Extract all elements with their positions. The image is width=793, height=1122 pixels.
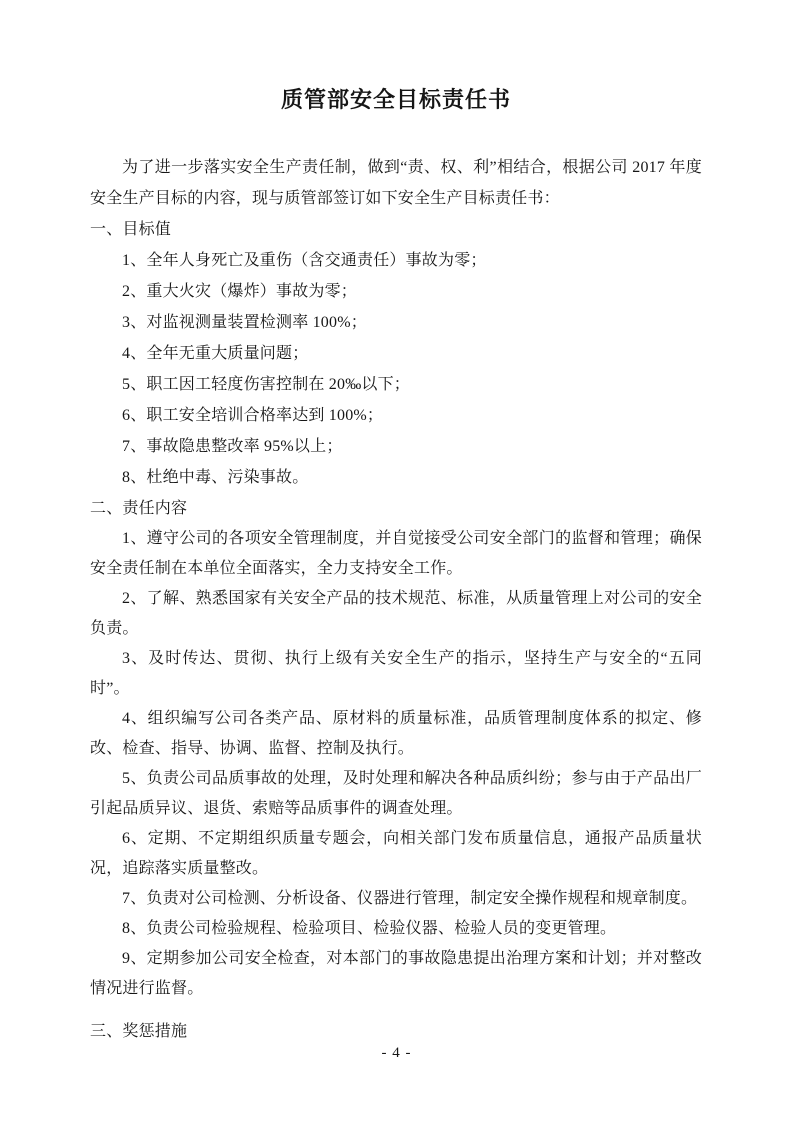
section-2-item: 6、定期、不定期组织质量专题会，向相关部门发布质量信息，通报产品质量状况，追踪落实质量整改。 xyxy=(90,830,702,877)
section-1-item: 7、事故隐患整改率 95%以上； xyxy=(122,438,343,455)
section-2-heading: 二、责任内容 xyxy=(90,500,188,517)
section-2-item: 7、负责对公司检测、分析设备、仪器进行管理，制定安全操作规程和规章制度。 xyxy=(122,890,698,907)
section-1-item: 6、职工安全培训合格率达到 100%； xyxy=(122,407,384,424)
section-2-item: 5、负责公司品质事故的处理，及时处理和解决各种品质纠纷；参与由于产品出厂引起品质异议、退货、索赔等品质事件的调查处理。 xyxy=(90,770,702,817)
section-3-heading: 三、奖惩措施 xyxy=(90,1023,188,1040)
section-1-item: 2、重大火灾（爆炸）事故为零； xyxy=(122,283,358,300)
section-2-item: 1、遵守公司的各项安全管理制度，并自觉接受公司安全部门的监督和管理；确保安全责任制在本单位全面落实，全力支持安全工作。 xyxy=(90,530,702,577)
section-2-item: 2、了解、熟悉国家有关安全产品的技术规范、标准，从质量管理上对公司的安全负责。 xyxy=(90,590,702,637)
section-2-item: 3、及时传达、贯彻、执行上级有关安全生产的指示，坚持生产与安全的“五同时”。 xyxy=(90,650,702,697)
section-1-item: 3、对监视测量装置检测率 100%； xyxy=(122,314,367,331)
section-1-item: 5、职工因工轻度伤害控制在 20‰以下； xyxy=(122,376,411,393)
section-2-item: 8、负责公司检验规程、检验项目、检验仪器、检验人员的变更管理。 xyxy=(122,920,617,937)
page-number: - 4 - xyxy=(381,1045,412,1061)
section-1-heading: 一、目标值 xyxy=(90,221,172,238)
section-1-item: 8、杜绝中毒、污染事故。 xyxy=(122,469,309,486)
doc-title: 质管部安全目标责任书 xyxy=(280,87,511,112)
intro-paragraph: 为了进一步落实安全生产责任制，做到“责、权、利”相结合，根据公司 2017 年度安全生产目标的内容，现与质管部签订如下安全生产目标责任书： xyxy=(90,159,702,207)
section-1-item: 4、全年无重大质量问题； xyxy=(122,345,309,362)
section-2-item: 4、组织编写公司各类产品、原材料的质量标准，品质管理制度体系的拟定、修改、检查、指导、协调、监督、控制及执行。 xyxy=(90,710,702,757)
section-1-item: 1、全年人身死亡及重伤（含交通责任）事故为零； xyxy=(122,252,487,269)
section-2-item: 9、定期参加公司安全检查，对本部门的事故隐患提出治理方案和计划；并对整改情况进行监督。 xyxy=(90,950,702,997)
